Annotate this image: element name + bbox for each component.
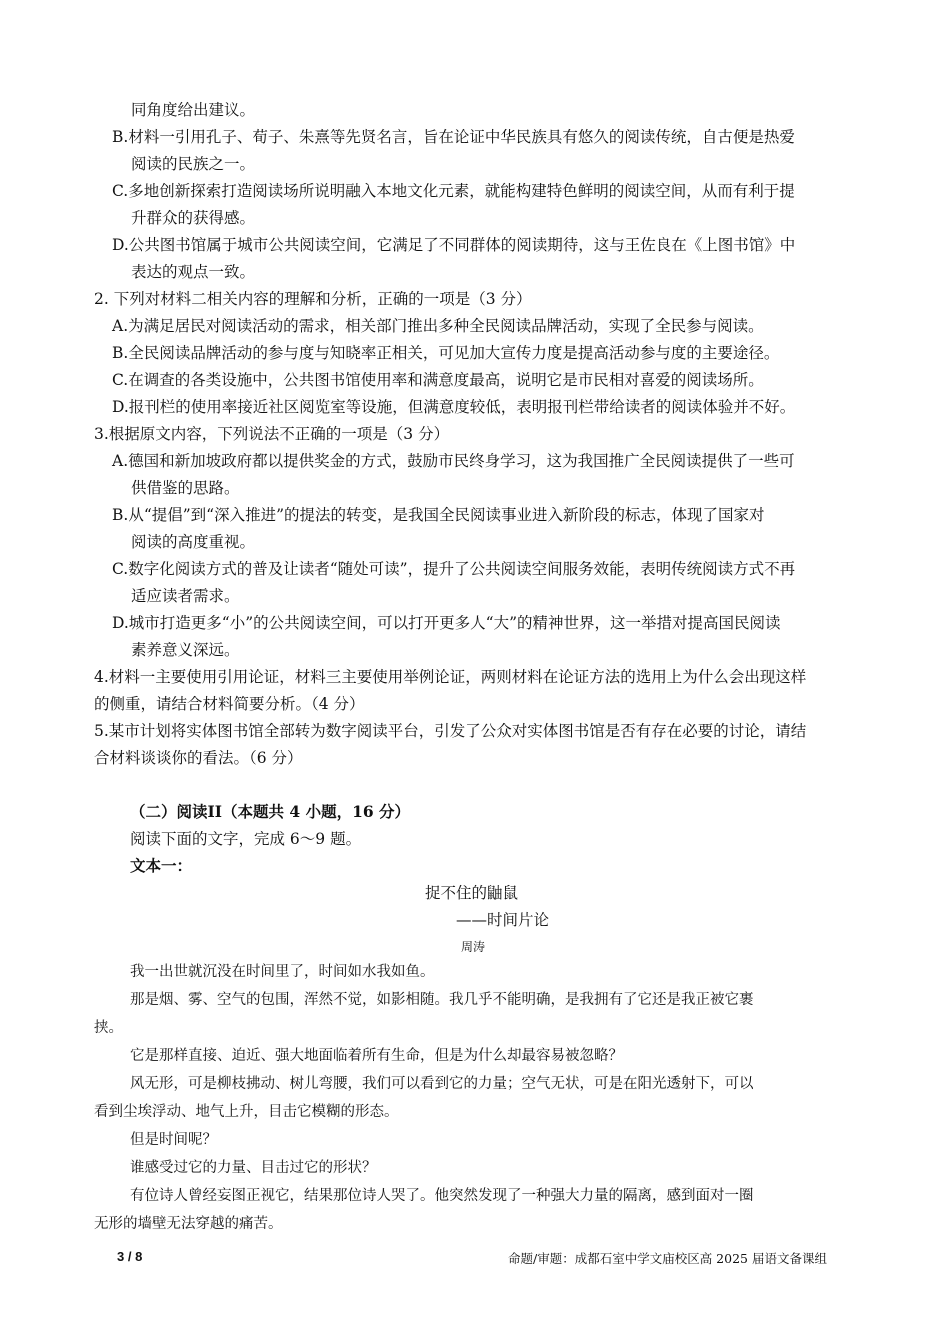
text-line: D.公共图书馆属于城市公共阅读空间，它满足了不同群体的阅读期待，这与王佐良在《上图书馆》中 — [112, 236, 796, 254]
article-line: 那是烟、雾、空气的包围，浑然不觉，如影相随。我几乎不能明确，是我拥有了它还是我正被它裹 — [130, 992, 754, 1008]
text-line: 阅读下面的文字，完成 6～9 题。 — [130, 830, 362, 848]
text-line: 文本一： — [130, 856, 193, 875]
text-line: 升群众的获得感。 — [131, 209, 256, 227]
text-line: B.从“提倡”到“深入推进”的提法的转变，是我国全民阅读事业进入新阶段的标志，体现了国家对 — [112, 506, 765, 524]
text-line: A.为满足居民对阅读活动的需求，相关部门推出多种全民阅读品牌活动，实现了全民参与阅读。 — [112, 317, 764, 335]
text-line: A.德国和新加坡政府都以提供奖金的方式，鼓励市民终身学习，这为我国推广全民阅读提供了一些可 — [112, 452, 795, 470]
text-line: 供借鉴的思路。 — [131, 479, 240, 497]
article-line: 但是时间呢？ — [130, 1132, 217, 1148]
article-line: 谁感受过它的力量、目击过它的形状？ — [130, 1160, 377, 1176]
article-line: 有位诗人曾经妄图正视它，结果那位诗人哭了。他突然发现了一种强大力量的隔离，感到面对一圈 — [130, 1188, 754, 1204]
text-line: （二）阅读II（本题共 4 小题，16 分） — [130, 802, 411, 821]
text-line: 阅读的民族之一。 — [131, 155, 256, 173]
text-line: C.多地创新探索打造阅读场所说明融入本地文化元素，就能构建特色鲜明的阅读空间，从而有利于提 — [112, 182, 795, 200]
text-line: 的侧重，请结合材料简要分析。（4 分） — [94, 695, 365, 713]
text-line: D.城市打造更多“小”的公共阅读空间，可以打开更多人“大”的精神世界，这一举措对提高国民阅读 — [112, 614, 781, 632]
text-line: 2. 下列对材料二相关内容的理解和分析，正确的一项是（3 分） — [94, 290, 532, 308]
article-subtitle: ——时间片论 — [456, 911, 550, 929]
text-line: C.数字化阅读方式的普及让读者“随处可读”，提升了公共阅读空间服务效能，表明传统阅读方式不再 — [112, 560, 796, 578]
text-line: D.报刊栏的使用率接近社区阅览室等设施，但满意度较低，表明报刊栏带给读者的阅读体验并不好。 — [112, 398, 796, 416]
text-line: 适应读者需求。 — [131, 587, 240, 605]
footer-credit: 命题/审题：成都石室中学文庙校区高 2025 届语文备课组 — [508, 1251, 827, 1266]
text-line: 表达的观点一致。 — [131, 263, 256, 281]
article-line: 无形的墙壁无法穿越的痛苦。 — [94, 1216, 283, 1232]
text-line: B.材料一引用孔子、荀子、朱熹等先贤名言，旨在论证中华民族具有悠久的阅读传统，自古便是热爱 — [112, 128, 795, 146]
text-line: 阅读的高度重视。 — [131, 533, 256, 551]
article-line: 它是那样直接、迫近、强大地面临着所有生命，但是为什么却最容易被忽略？ — [130, 1048, 623, 1064]
text-line: C.在调查的各类设施中，公共图书馆使用率和满意度最高，说明它是市民相对喜爱的阅读场所。 — [112, 371, 764, 389]
text-line: 4.材料一主要使用引用论证，材料三主要使用举例论证，两则材料在论证方法的选用上为什么会出现这样 — [94, 668, 807, 686]
article-line: 我一出世就沉没在时间里了，时间如水我如鱼。 — [130, 964, 435, 980]
page-number: 3 / 8 — [117, 1249, 143, 1264]
article-line: 看到尘埃浮动、地气上升，目击它模糊的形态。 — [94, 1104, 399, 1120]
article-line: 挟。 — [94, 1020, 123, 1036]
article-line: 风无形，可是柳枝拂动、树儿弯腰，我们可以看到它的力量；空气无状，可是在阳光透射下，可以 — [130, 1076, 754, 1092]
text-line: 3.根据原文内容，下列说法不正确的一项是（3 分） — [94, 425, 450, 443]
text-line: B.全民阅读品牌活动的参与度与知晓率正相关，可见加大宣传力度是提高活动参与度的主要途径。 — [112, 344, 780, 362]
text-line: 合材料谈谈你的看法。（6 分） — [94, 749, 303, 767]
text-line: 同角度给出建议。 — [131, 101, 256, 119]
article-title: 捉不住的鼬鼠 — [425, 884, 519, 902]
article-author: 周涛 — [461, 940, 486, 954]
text-line: 5.某市计划将实体图书馆全部转为数字阅读平台，引发了公众对实体图书馆是否有存在必要的讨论，请结 — [94, 722, 807, 740]
text-line: 素养意义深远。 — [131, 641, 240, 659]
